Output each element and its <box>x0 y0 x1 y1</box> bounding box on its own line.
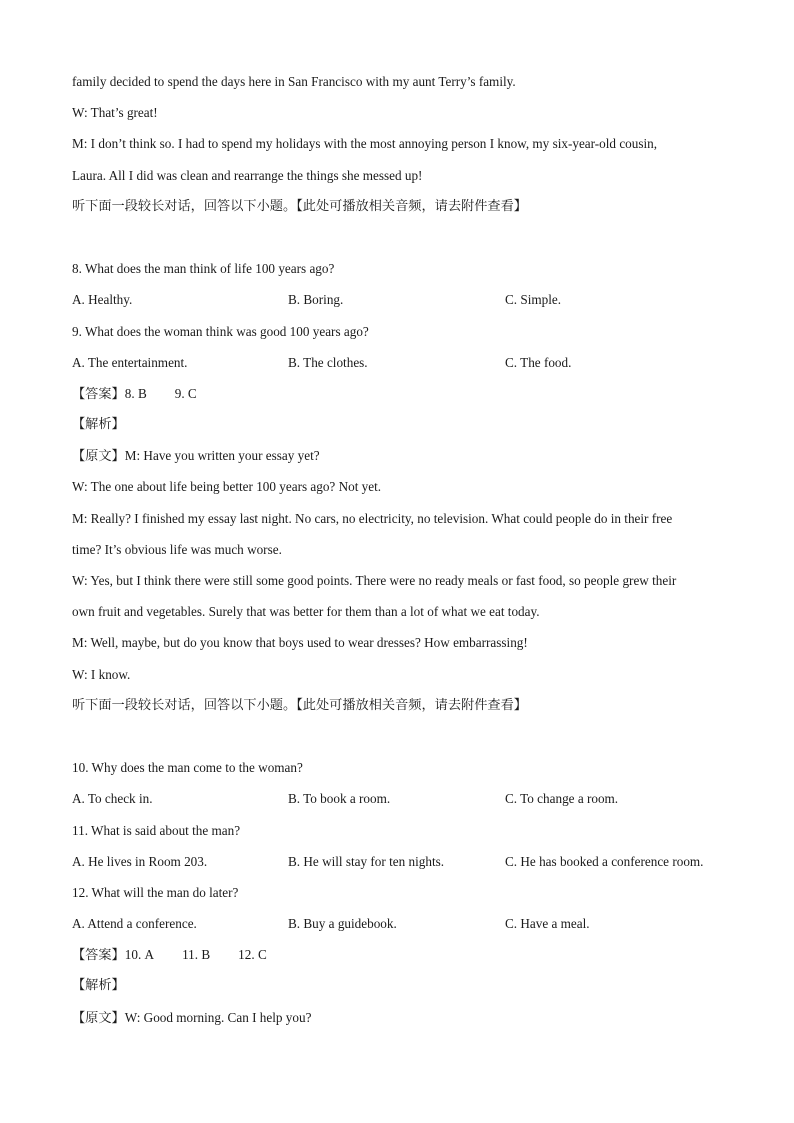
option-a: A. Healthy. <box>72 292 133 308</box>
answer-tag: 【答案】 <box>72 386 125 402</box>
option-b: B. The clothes. <box>288 354 368 370</box>
answer-10: 10. A <box>124 947 155 963</box>
option-a: A. The entertainment. <box>72 354 188 370</box>
question-12-options <box>72 908 732 939</box>
dialogue-line: W: That’s great! <box>72 105 158 121</box>
option-b: B. Boring. <box>288 292 344 308</box>
answer-tag: 【答案】 <box>72 948 125 964</box>
spacer <box>72 222 732 253</box>
dialogue-line: Laura. All I did was clean and rearrange the things she messed up! <box>72 167 423 183</box>
question-8: 8. What does the man think of life 100 years ago? <box>72 261 335 277</box>
question-11-options <box>72 846 732 877</box>
transcript-start <box>72 1002 732 1033</box>
question-9: 9. What does the woman think was good 100 years ago? <box>72 323 369 339</box>
answer-11: 11. B <box>182 947 211 963</box>
option-c: C. The food. <box>505 354 572 370</box>
answer-12: 12. C <box>238 947 267 963</box>
answer-9: 9. C <box>174 385 197 401</box>
question-9-options <box>72 347 732 378</box>
transcript-text: M: Have you written your essay yet? <box>124 448 320 464</box>
dialogue-line: own fruit and vegetables. Surely that was better for them than a lot of what we eat today. <box>72 604 540 620</box>
question-10-options <box>72 783 732 814</box>
spacer <box>72 721 732 752</box>
answer-line <box>72 378 732 409</box>
option-b: B. He will stay for ten nights. <box>288 853 445 869</box>
answer-8: 8. B <box>124 385 147 401</box>
transcript-start <box>72 440 732 471</box>
option-c: C. To change a room. <box>505 791 619 807</box>
audio-instruction: 听下面一段较长对话，回答以下小题。【此处可播放相关音频，请去附件查看】 <box>72 198 527 214</box>
dialogue-line: M: I don’t think so. I had to spend my holidays with the most annoying person I know, my six-year-old cousin, <box>72 136 658 152</box>
option-b: B. Buy a guidebook. <box>288 916 397 932</box>
option-c: C. He has booked a conference room. <box>505 853 704 869</box>
question-12: 12. What will the man do later? <box>72 884 239 900</box>
document-page <box>72 66 732 1033</box>
transcript-text: W: Good morning. Can I help you? <box>124 1009 312 1025</box>
analysis-tag: 【解析】 <box>72 417 125 433</box>
transcript-tag: 【原文】 <box>72 449 125 465</box>
dialogue-line: W: Yes, but I think there were still some good points. There were no ready meals or fast food, so people grew their <box>72 573 677 588</box>
transcript-tag: 【原文】 <box>72 1010 125 1026</box>
question-11: 11. What is said about the man? <box>72 822 241 838</box>
dialogue-line: family decided to spend the days here in San Francisco with my aunt Terry’s family. <box>72 74 516 89</box>
option-c: C. Have a meal. <box>505 916 590 932</box>
audio-instruction: 听下面一段较长对话，回答以下小题。【此处可播放相关音频，请去附件查看】 <box>72 697 527 713</box>
answer-line <box>72 939 732 970</box>
option-a: A. He lives in Room 203. <box>72 853 208 869</box>
option-a: A. Attend a conference. <box>72 916 197 932</box>
dialogue-line: M: Well, maybe, but do you know that boys used to wear dresses? How embarrassing! <box>72 635 528 651</box>
analysis-tag: 【解析】 <box>72 978 125 994</box>
dialogue-line: W: I know. <box>72 666 131 682</box>
dialogue-line: time? It’s obvious life was much worse. <box>72 541 282 557</box>
option-b: B. To book a room. <box>288 791 391 807</box>
question-10: 10. Why does the man come to the woman? <box>72 760 303 776</box>
dialogue-line: W: The one about life being better 100 years ago? Not yet. <box>72 479 382 495</box>
option-a: A. To check in. <box>72 791 153 807</box>
question-8-options <box>72 284 732 315</box>
option-c: C. Simple. <box>505 292 562 308</box>
dialogue-line: M: Really? I finished my essay last night. No cars, no electricity, no television. What could people do in their free <box>72 510 673 526</box>
